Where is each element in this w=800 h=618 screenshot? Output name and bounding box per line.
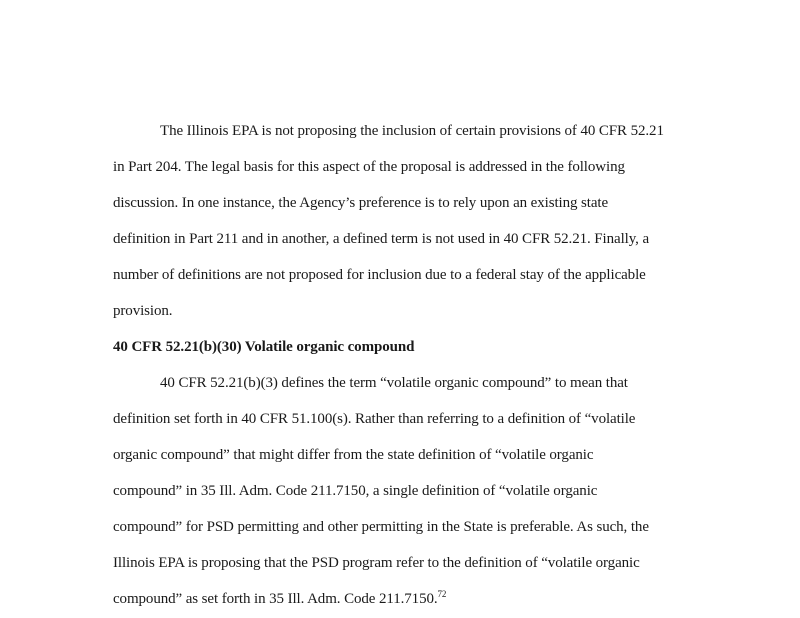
paragraph-1-line-6: provision. [113,303,173,319]
paragraph-2-line-4: compound” in 35 Ill. Adm. Code 211.7150, a single definition of “volatile organic [113,483,598,499]
section-heading: 40 CFR 52.21(b)(30) Volatile organic compound [113,339,415,355]
paragraph-2-line-2: definition set forth in 40 CFR 51.100(s). Rather than referring to a definition of “volatile [113,411,636,427]
paragraph-2-line-7 [113,590,446,608]
paragraph-1-line-2: in Part 204. The legal basis for this aspect of the proposal is addressed in the following [113,159,625,175]
paragraph-2-line-1: 40 CFR 52.21(b)(3) defines the term “volatile organic compound” to mean that [160,375,628,391]
paragraph-2-line-7-text: compound” as set forth in 35 Ill. Adm. Code 211.7150. [113,591,438,607]
paragraph-1-line-4: definition in Part 211 and in another, a defined term is not used in 40 CFR 52.21. Finally, a [113,231,649,247]
paragraph-1-line-3: discussion. In one instance, the Agency’s preference is to rely upon an existing state [113,195,609,211]
paragraph-2-line-5: compound” for PSD permitting and other permitting in the State is preferable. As such, the [113,519,649,535]
paragraph-2-line-6: Illinois EPA is proposing that the PSD program refer to the definition of “volatile organic [113,555,640,571]
paragraph-1-line-1: The Illinois EPA is not proposing the inclusion of certain provisions of 40 CFR 52.21 [160,123,664,139]
footnote-reference: 72 [437,589,447,599]
paragraph-1-line-5: number of definitions are not proposed for inclusion due to a federal stay of the applicable [113,267,646,283]
paragraph-2-line-3: organic compound” that might differ from the state definition of “volatile organic [113,447,594,463]
